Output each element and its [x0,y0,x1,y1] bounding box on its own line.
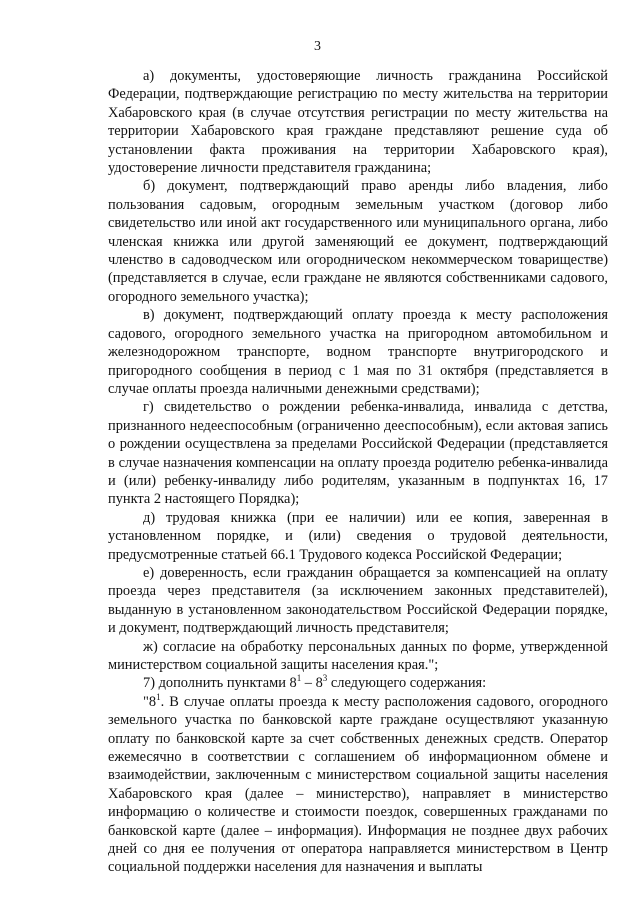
item-8-superscript: 1 [156,692,161,703]
paragraph-e: е) доверенность, если гражданин обращается за компенсацией на оплату проезда через представителя (за исключением законных представителей), выданную в установленном законодательством Российской Федерации порядке, и документ, подтверждающий личность представителя; [108,564,608,637]
item-7-text-end: следующего содержания: [327,675,487,692]
item-7-superscript-1: 1 [296,673,302,684]
paragraph-item-7 [108,674,608,692]
document-body [108,67,608,877]
item-8-text-body: . В случае оплаты проезда к месту расположения садового, огородного земельного участка по банковской карте граждане осуществляют указанную оплату по банковской карте за счет собственных денежных средств. Оператор ежемесячно в соответствии с соглашением об информационном обмене и взаимодействии, заключенным с министерством социальной защиты населения Хабаровского края (далее – министерство), направляет в министерство информацию о количестве и стоимости поездок, совершенных гражданами по банковской карте (далее – информация). Информация не позднее двух рабочих дней со дня ее получения от оператора направляется министерством в Центр социальной поддержки населения для назначения и выплаты [108,693,608,876]
paragraph-b: б) документ, подтверждающий право аренды либо владения, либо пользования садовым, огородным земельным участком (договор либо свидетельство или иной акт государственного или муниципального органа, либо членская книжка или другой заменяющий ее документ, подтверждающий членство в садоводческом или огородническом некоммерческом товариществе) (представляется в случае, если граждане не являются собственниками садового, огородного земельного участка); [108,178,608,305]
paragraph-item-8-1 [108,693,608,877]
paragraph-d: д) трудовая книжка (при ее наличии) или ее копия, заверенная в установленном порядке, и (или) сведения о трудовой деятельности, предусмотренные статьей 66.1 Трудового кодекса Российской Федерации; [108,509,608,563]
item-8-text-start: "8 [143,693,157,710]
item-7-superscript-3: 3 [322,673,328,684]
paragraph-g: г) свидетельство о рождении ребенка-инвалида, инвалида с детства, признанного недееспособным (ограниченно дееспособным), если актовая запись о рождении осуществлена за пределами Российской Федерации (представляется в случае назначения компенсации на оплату проезда родителю ребенка-инвалида и (или) ребенку-инвалиду либо родителям, указанным в подпунктах 16, 17 пункта 2 настоящего Порядка); [108,399,608,508]
item-7-text-start: 7) дополнить пунктами 8 [143,675,297,692]
item-7-text-middle: – 8 [301,675,323,692]
paragraph-zh: ж) согласие на обработку персональных данных по форме, утвержденной министерством социальной защиты населения края."; [108,638,608,673]
paragraph-v: в) документ, подтверждающий оплату проезда к месту расположения садового, огородного земельного участка на пригородном автомобильном и железнодорожном транспорте, водном транспорте внутригородского и пригородного сообщения в период с 1 мая по 31 октября (представляется в случае оплаты проезда наличными денежными средствами); [108,307,608,397]
page-number: 3 [314,39,321,54]
paragraph-a: а) документы, удостоверяющие личность гражданина Российской Федерации, подтверждающие регистрацию по месту жительства на территории Хабаровского края (в случае отсутствия регистрации по месту жительства на территории Хабаровского края граждане представляют решение суда об установлении факта проживания на территории Хабаровского края), удостоверение личности представителя гражданина; [108,68,608,177]
